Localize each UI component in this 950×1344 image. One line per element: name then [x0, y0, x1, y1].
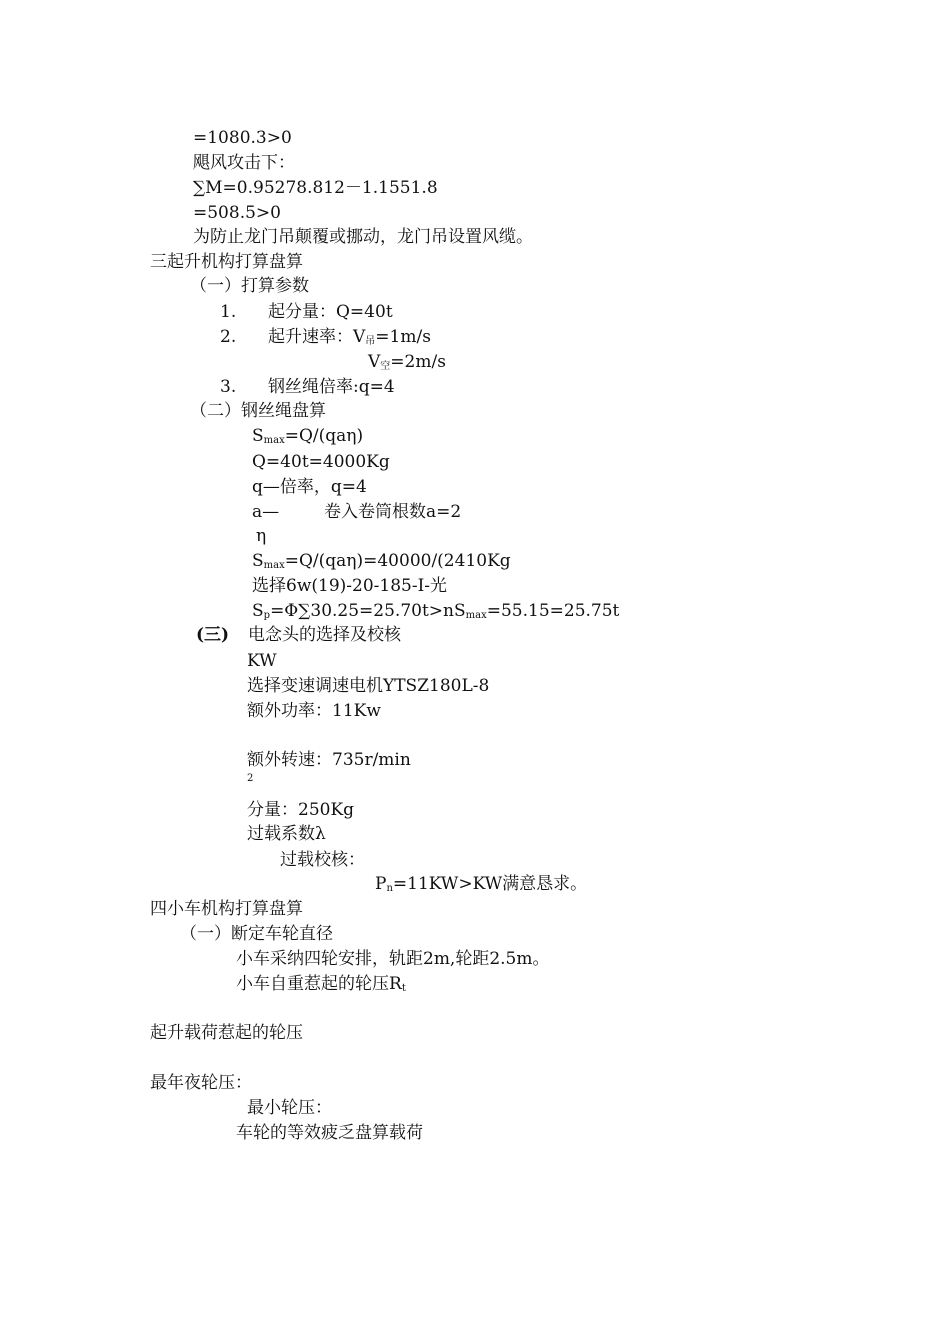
text-line: KW	[247, 651, 277, 671]
text-line: =1080.3>0	[193, 128, 292, 148]
subsection-number: (三)	[196, 625, 230, 645]
text-part: =Q/(qaη)	[284, 426, 364, 446]
text-line: 为防止龙门吊颠覆或挪动，龙门吊设置风缆。	[193, 227, 533, 247]
text-line	[236, 972, 406, 1001]
text-line: Q=40t=4000Kg	[252, 452, 390, 472]
subsection-heading: （二）钢丝绳盘算	[190, 401, 326, 421]
text-part: S	[252, 601, 264, 621]
text-part: =Q/(qaη)=40000/(2410Kg	[284, 551, 511, 571]
text-line: 钢丝绳倍率:q=4	[268, 377, 395, 397]
text-line: 过载系数λ	[247, 824, 326, 844]
subsection-heading: （一）断定车轮直径	[180, 924, 333, 944]
text-line: 最小轮压：	[247, 1098, 332, 1118]
subscript: max	[465, 610, 487, 621]
text-line: η	[256, 526, 267, 546]
subsection-heading: （一）打算参数	[190, 276, 309, 296]
subscript: t	[401, 983, 406, 994]
text-line: 额外功率：11Kw	[247, 701, 381, 721]
subsection-heading: 电念头的选择及校核	[248, 625, 401, 645]
subscript: n	[386, 883, 393, 894]
text-line: 选择6w(19)-20-185-Ⅰ-光	[252, 576, 448, 596]
text-part: S	[252, 426, 264, 446]
text-line: 分量：250Kg	[247, 800, 355, 820]
text-part: =55.15=25.75t	[486, 601, 620, 621]
subscript: p	[263, 610, 271, 621]
text-line: 卷入卷筒根数a=2	[324, 502, 462, 522]
text-part: =2m/s	[390, 352, 446, 372]
text-part: =Φ∑30.25=25.70t>nS	[270, 601, 466, 621]
formula-line	[252, 424, 363, 453]
text-line: 小车采纳四轮安排，轨距2m,轮距2.5m。	[236, 949, 550, 969]
text-part: V	[368, 352, 381, 372]
list-number: 3.	[220, 377, 237, 397]
subscript: max	[263, 435, 285, 446]
text-part: S	[252, 551, 264, 571]
text-line: 车轮的等效疲乏盘算载荷	[236, 1123, 423, 1143]
section-heading: 三起升机构打算盘算	[150, 252, 303, 272]
list-number: 2.	[220, 327, 237, 347]
text-line: 选择变速调速电机YTSZ180L-8	[247, 676, 490, 696]
text-line: q—倍率，q=4	[252, 477, 367, 497]
text-line: 额外转速：735r/min	[247, 750, 411, 770]
text-part: =11KW>KW满意恳求。	[392, 874, 588, 894]
text-line: ∑M=0.95278.812－1.1551.8	[193, 178, 438, 198]
text-line: 过载校核：	[280, 850, 365, 870]
text-part: =1m/s	[375, 327, 431, 347]
text-line: 起升载荷惹起的轮压	[150, 1023, 303, 1043]
text-part: P	[375, 874, 387, 894]
subscript: 吊	[365, 336, 376, 347]
list-number: 1.	[220, 302, 237, 322]
text-part: 起升速率：V	[268, 327, 366, 347]
text-part: 小车自重惹起的轮压R	[236, 974, 402, 994]
text-line: a—	[252, 502, 280, 522]
subscript: max	[263, 560, 285, 571]
section-heading: 四小车机构打算盘算	[150, 899, 303, 919]
formula-line	[375, 872, 587, 901]
subscript: 空	[380, 361, 391, 372]
text-line: 2	[247, 773, 254, 784]
text-line: 飓风攻击下：	[193, 153, 295, 173]
text-line: 起分量：Q=40t	[268, 302, 393, 322]
text-line: =508.5>0	[193, 203, 281, 223]
text-line: 最年夜轮压：	[150, 1073, 252, 1093]
